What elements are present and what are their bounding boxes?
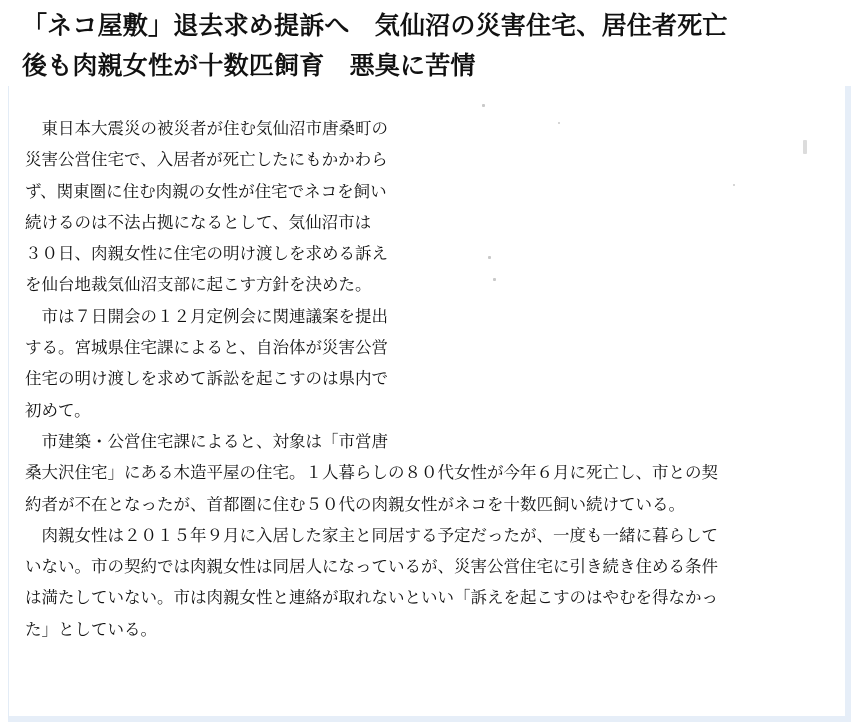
article-line: 桑大沢住宅」にある木造平屋の住宅。１人暮らしの８０代女性が今年６月に死亡し、市との契 [25,463,718,483]
headline-line-1: 「ネコ屋敷」退去求め提訴へ 気仙沼の災害住宅、居住者死亡 [22,11,728,40]
article-line: た」としている。 [25,619,157,639]
article-line: ず、関東圏に住む肉親の女性が住宅でネコを飼い [25,181,387,201]
article-line: 市建築・公営住宅課によると、対象は「市営唐 [25,431,388,451]
article-line: 災害公営住宅で、入居者が死亡したにもかかわら [25,150,388,170]
article-line: 初めて。 [25,400,91,420]
photo-speck [803,140,807,154]
article-line: 肉親女性は２０１５年９月に入居した家主と同居する予定だったが、一度も一緒に暮らして [25,525,718,545]
article-line: 住宅の明け渡しを求めて訴訟を起こすのは県内で [25,369,388,389]
article-line: 市は７日開会の１２月定例会に関連議案を提出 [25,306,388,326]
photo-speck [482,104,485,107]
article-line: いない。市の契約では肉親女性は同居人になっているが、災害公営住宅に引き続き住める条件 [25,557,718,577]
article-line: ３０日、肉親女性に住宅の明け渡しを求める訴え [25,244,388,264]
article-headline [22,6,822,86]
article-line: は満たしていない。市は肉親女性と連絡が取れないといい「訴えを起こすのはやむを得なかっ [25,588,718,608]
article-line: 約者が不在となったが、首都圏に住む５０代の肉親女性がネコを十数匹飼い続けている。 [25,494,685,514]
article-line: する。宮城県住宅課によると、自治体が災害公営 [25,338,388,358]
article-body [25,113,718,645]
photo-speck [733,184,735,186]
headline-line-2: 後も肉親女性が十数匹飼育 悪臭に苦情 [22,51,476,80]
article-line: 東日本大震災の被災者が住む気仙沼市唐桑町の [25,119,388,138]
article-line: 続けるのは不法占拠になるとして、気仙沼市は [25,212,372,232]
article-line: を仙台地裁気仙沼支部に起こす方針を決めた。 [25,275,372,295]
